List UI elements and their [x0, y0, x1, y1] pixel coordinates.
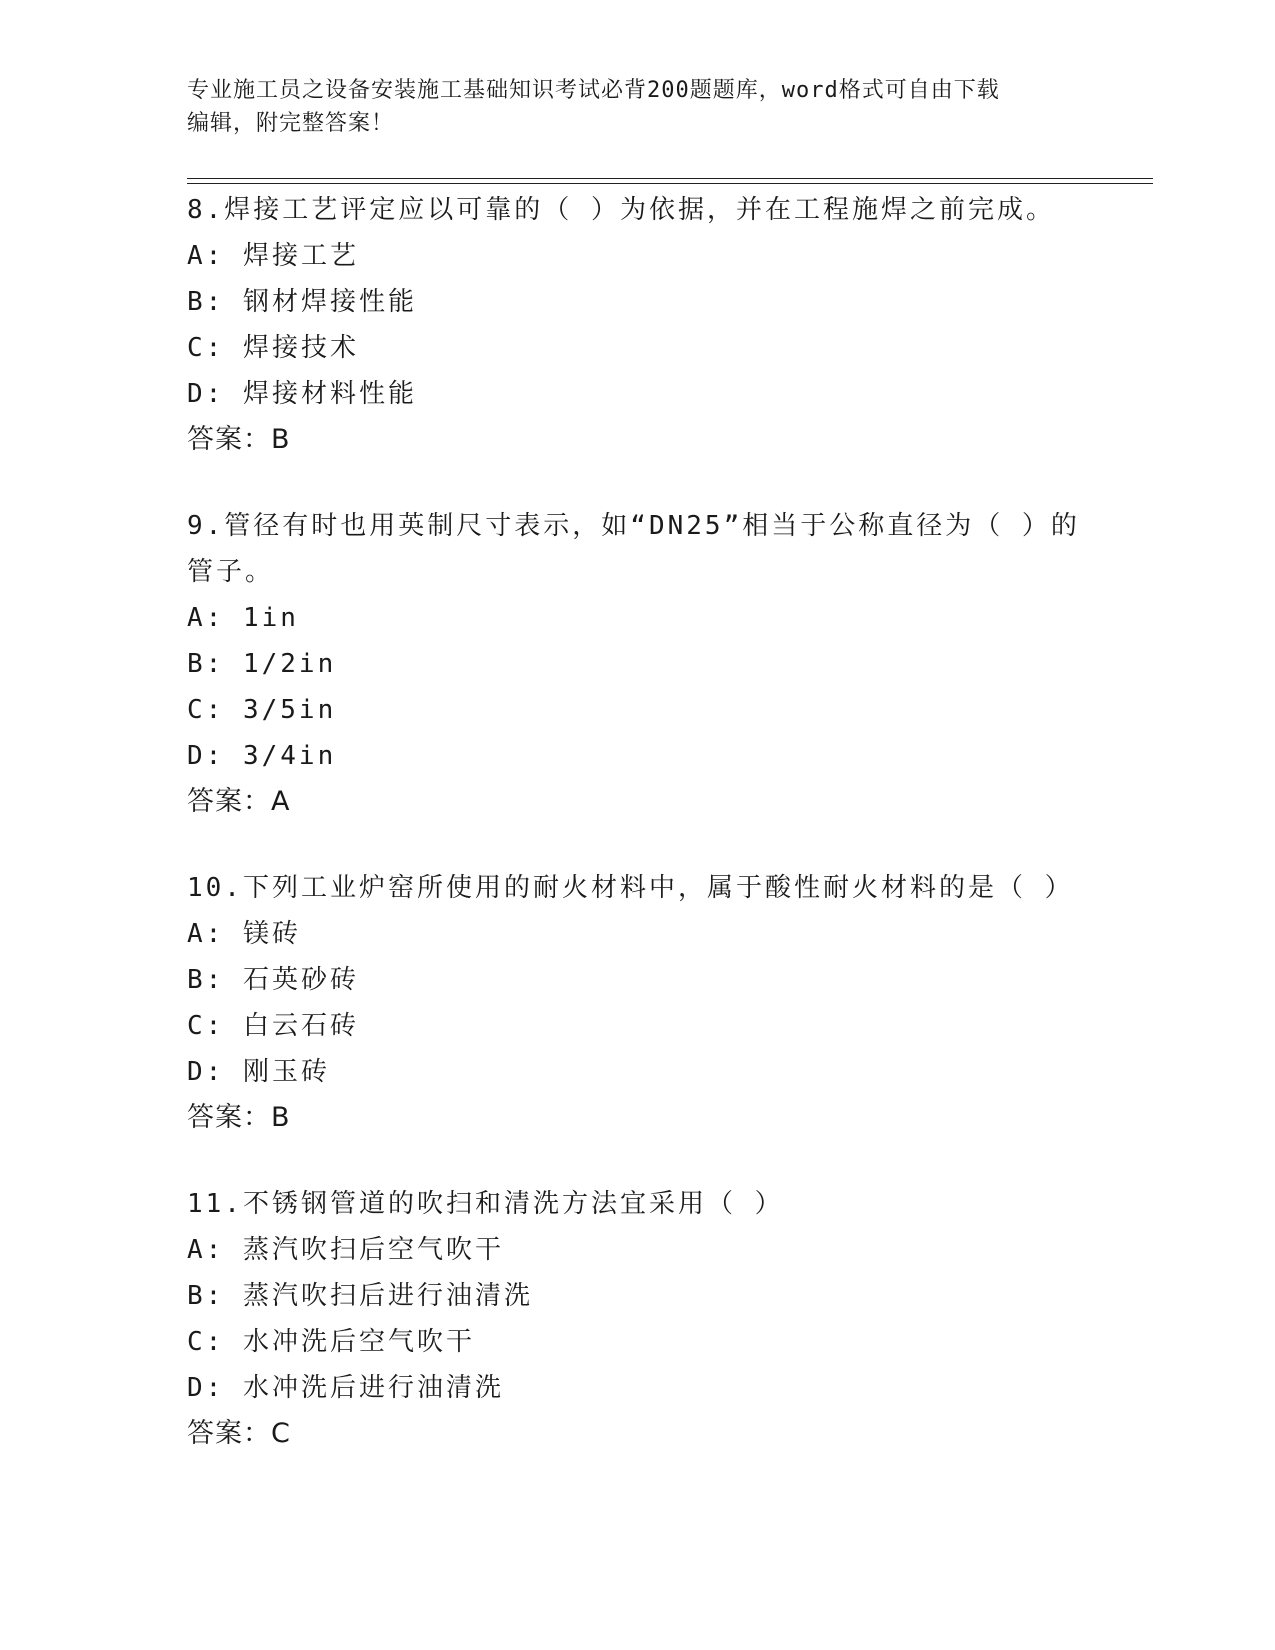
question-9 [187, 503, 1087, 825]
answer-text: 答案：B [187, 1102, 291, 1133]
question-stem: 10.下列工业炉窑所使用的耐火材料中，属于酸性耐火材料的是（ ） [187, 873, 1074, 903]
option-b: B: 钢材焊接性能 [187, 287, 417, 317]
header-divider-bottom [187, 183, 1153, 184]
question-11 [187, 1181, 1087, 1457]
question-stem: 8.焊接工艺评定应以可靠的（ ）为依据，并在工程施焊之前完成。 [187, 195, 1055, 225]
option-d: D: 水冲洗后进行油清洗 [187, 1373, 504, 1403]
answer-text: 答案：B [187, 424, 291, 455]
header-line-1: 专业施工员之设备安装施工基础知识考试必背200题题库，word格式可自由下载 [187, 78, 1000, 103]
option-b: B: 石英砂砖 [187, 965, 359, 995]
option-d: D: 刚玉砖 [187, 1057, 330, 1087]
header-divider-top [187, 178, 1153, 179]
question-8 [187, 187, 1087, 463]
option-c: C: 焊接技术 [187, 333, 359, 363]
option-a: A: 镁砖 [187, 919, 301, 949]
header-line-2: 编辑，附完整答案！ [187, 111, 395, 136]
option-a: A: 蒸汽吹扫后空气吹干 [187, 1235, 504, 1265]
option-c: C: 白云石砖 [187, 1011, 359, 1041]
option-a: A: 1in [187, 603, 299, 633]
option-a: A: 焊接工艺 [187, 241, 359, 271]
option-c: C: 水冲洗后空气吹干 [187, 1327, 475, 1357]
question-stem: 9.管径有时也用英制尺寸表示，如“DN25”相当于公称直径为（ ）的管子。 [187, 511, 1080, 587]
question-10 [187, 865, 1087, 1141]
answer-text: 答案：A [187, 786, 291, 817]
answer-text: 答案：C [187, 1418, 291, 1449]
question-stem: 11.不锈钢管道的吹扫和清洗方法宜采用（ ） [187, 1189, 784, 1219]
option-d: D: 3/4in [187, 741, 337, 771]
option-b: B: 1/2in [187, 649, 337, 679]
document-header [187, 74, 1067, 140]
question-list [187, 187, 1087, 1497]
option-b: B: 蒸汽吹扫后进行油清洗 [187, 1281, 533, 1311]
option-d: D: 焊接材料性能 [187, 379, 417, 409]
option-c: C: 3/5in [187, 695, 337, 725]
